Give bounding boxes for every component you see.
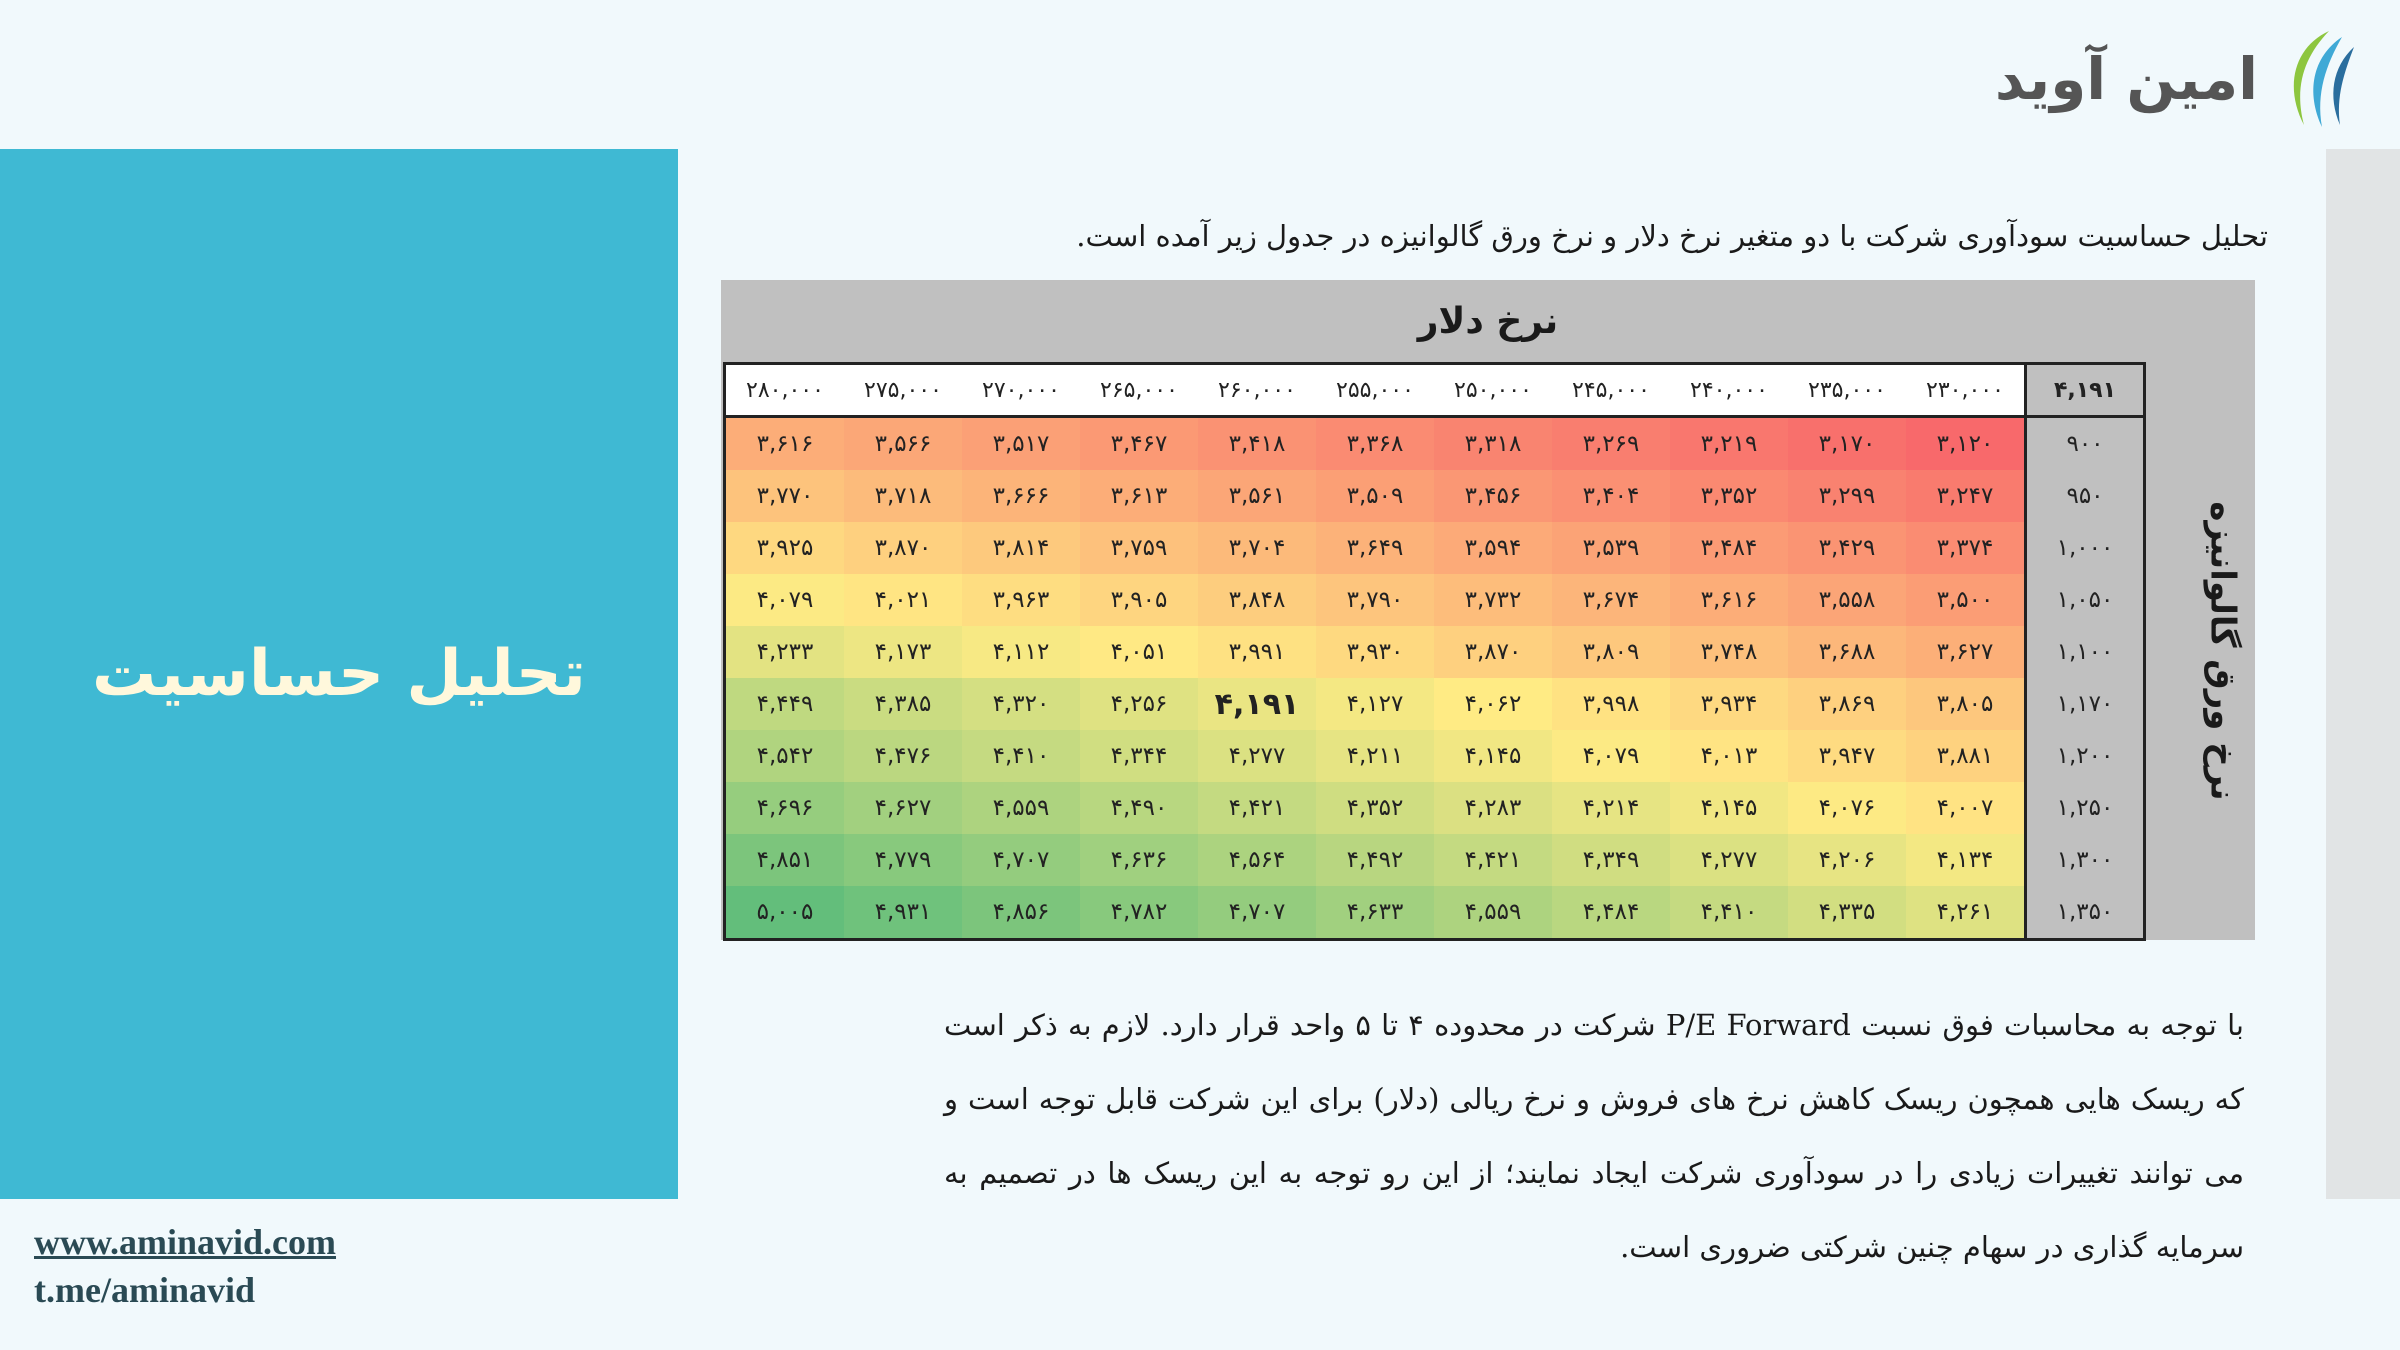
pe-value-cell: ۳,۵۰۰ [1906, 574, 2026, 626]
pe-value-cell: ۳,۶۲۷ [1906, 626, 2026, 678]
dollar-rate-header: ۲۸۰,۰۰۰ [725, 364, 845, 417]
pe-value-cell: ۳,۴۵۶ [1434, 470, 1552, 522]
dollar-rate-header: ۲۶۰,۰۰۰ [1198, 364, 1316, 417]
pe-value-cell: ۴,۰۲۱ [844, 574, 962, 626]
table-row [725, 574, 2145, 626]
pe-value-cell: ۴,۰۶۲ [1434, 678, 1552, 730]
pe-value-cell: ۴,۶۹۶ [725, 782, 845, 834]
intro-text: تحلیل حساسیت سودآوری شرکت با دو متغیر نرخ دلار و نرخ ورق گالوانیزه در جدول زیر آمده است. [1076, 219, 2268, 253]
table-row [725, 522, 2145, 574]
pe-value-cell: ۳,۴۶۷ [1080, 417, 1198, 471]
pe-value-cell: ۳,۹۹۸ [1552, 678, 1670, 730]
pe-value-cell: ۳,۵۶۶ [844, 417, 962, 471]
pe-value-cell: ۳,۸۴۸ [1198, 574, 1316, 626]
table-row [725, 470, 2145, 522]
table-row [725, 417, 2145, 471]
pe-value-cell: ۴,۲۵۶ [1080, 678, 1198, 730]
base-value-cell: ۴,۱۹۱ [2026, 364, 2145, 417]
pe-value-cell: ۴,۴۸۴ [1552, 886, 1670, 940]
dollar-rate-header: ۲۵۵,۰۰۰ [1316, 364, 1434, 417]
pe-value-cell: ۴,۰۰۷ [1906, 782, 2026, 834]
pe-value-cell: ۳,۷۳۲ [1434, 574, 1552, 626]
row-axis-title: نرخ ورق گالوانیزه [2203, 501, 2243, 801]
pe-value-cell: ۳,۳۵۲ [1670, 470, 1788, 522]
table-row [725, 678, 2145, 730]
pe-value-cell: ۳,۷۴۸ [1670, 626, 1788, 678]
pe-value-cell: ۳,۸۰۹ [1552, 626, 1670, 678]
pe-value-cell: ۳,۷۰۴ [1198, 522, 1316, 574]
pe-value-cell: ۳,۵۳۹ [1552, 522, 1670, 574]
pe-value-cell: ۴,۷۸۲ [1080, 886, 1198, 940]
sheet-rate-header: ۱,۰۰۰ [2026, 522, 2145, 574]
sheet-rate-header: ۱,۲۰۰ [2026, 730, 2145, 782]
pe-value-cell: ۳,۲۴۷ [1906, 470, 2026, 522]
title-panel [0, 149, 678, 1199]
pe-value-cell: ۴,۷۷۹ [844, 834, 962, 886]
pe-value-cell: ۴,۶۲۷ [844, 782, 962, 834]
pe-value-cell: ۳,۴۱۸ [1198, 417, 1316, 471]
pe-value-cell: ۳,۴۲۹ [1788, 522, 1906, 574]
dollar-rate-header: ۲۷۵,۰۰۰ [844, 364, 962, 417]
dollar-rate-header: ۲۵۰,۰۰۰ [1434, 364, 1552, 417]
pe-value-cell: ۳,۳۱۸ [1434, 417, 1552, 471]
sheet-rate-header: ۱,۳۰۰ [2026, 834, 2145, 886]
pe-value-cell: ۴,۸۵۶ [962, 886, 1080, 940]
pe-value-cell: ۴,۱۱۲ [962, 626, 1080, 678]
pe-value-cell: ۴,۰۷۹ [1552, 730, 1670, 782]
slide-title: تحلیل حساسیت [92, 637, 586, 711]
pe-value-cell: ۳,۲۹۹ [1788, 470, 1906, 522]
pe-value-cell: ۳,۲۱۹ [1670, 417, 1788, 471]
pe-value-cell: ۳,۵۹۴ [1434, 522, 1552, 574]
sensitivity-table-frame [721, 280, 2255, 940]
row-axis-title-wrap [2191, 362, 2255, 940]
pe-value-cell: ۴,۱۲۷ [1316, 678, 1434, 730]
pe-value-cell: ۳,۸۰۵ [1906, 678, 2026, 730]
pe-value-cell: ۴,۴۱۰ [1670, 886, 1788, 940]
pe-value-cell: ۳,۸۱۴ [962, 522, 1080, 574]
pe-value-cell: ۳,۶۱۶ [1670, 574, 1788, 626]
conclusion-text: با توجه به محاسبات فوق نسبت P/E Forward شرکت در محدوده ۴ تا ۵ واحد قرار دارد. لازم به ذکر است که ریسک هایی همچون ریسک کاهش نرخ های فروش و نرخ ریالی (دلار) برای این شرکت قابل توجه است و می توانند تغییرات زیادی را در سودآوری شرکت ایجاد نمایند؛ از این رو توجه به این ریسک ها در تصمیم به سرمایه گذاری در سهام چنین شرکتی ضروری است. [944, 1008, 2244, 1264]
pe-value-cell: ۳,۵۱۷ [962, 417, 1080, 471]
sensitivity-table [723, 362, 2146, 941]
pe-value-cell: ۴,۷۰۷ [1198, 886, 1316, 940]
pe-value-cell: ۳,۸۷۰ [844, 522, 962, 574]
pe-value-cell: ۴,۲۶۱ [1906, 886, 2026, 940]
pe-value-cell: ۳,۳۷۴ [1906, 522, 2026, 574]
sheet-rate-header: ۱,۱۰۰ [2026, 626, 2145, 678]
pe-value-cell: ۳,۱۷۰ [1788, 417, 1906, 471]
pe-value-cell: ۳,۸۸۱ [1906, 730, 2026, 782]
pe-value-cell: ۳,۹۲۵ [725, 522, 845, 574]
pe-value-cell: ۴,۵۵۹ [962, 782, 1080, 834]
sheet-rate-header: ۱,۳۵۰ [2026, 886, 2145, 940]
pe-value-cell: ۴,۴۲۱ [1434, 834, 1552, 886]
telegram-link[interactable]: t.me/aminavid [34, 1270, 255, 1310]
pe-value-cell: ۴,۴۱۰ [962, 730, 1080, 782]
brand-logo [1995, 24, 2364, 134]
pe-value-cell: ۴,۵۵۹ [1434, 886, 1552, 940]
dollar-rate-header: ۲۳۰,۰۰۰ [1906, 364, 2026, 417]
pe-value-cell: ۳,۳۶۸ [1316, 417, 1434, 471]
sheet-rate-header: ۹۰۰ [2026, 417, 2145, 471]
sheet-rate-header: ۹۵۰ [2026, 470, 2145, 522]
pe-value-cell: ۴,۰۷۶ [1788, 782, 1906, 834]
side-bar [2326, 149, 2400, 1199]
pe-value-cell: ۴,۴۴۹ [725, 678, 845, 730]
pe-value-cell: ۴,۳۸۵ [844, 678, 962, 730]
dollar-rate-header: ۲۳۵,۰۰۰ [1788, 364, 1906, 417]
table-row [725, 626, 2145, 678]
pe-value-cell: ۴,۳۳۵ [1788, 886, 1906, 940]
dollar-rate-header: ۲۶۵,۰۰۰ [1080, 364, 1198, 417]
table-row [725, 782, 2145, 834]
pe-value-cell: ۴,۸۵۱ [725, 834, 845, 886]
pe-value-cell: ۴,۱۷۳ [844, 626, 962, 678]
pe-value-cell: ۴,۱۳۴ [1906, 834, 2026, 886]
table-row [725, 730, 2145, 782]
pe-value-cell: ۳,۹۶۳ [962, 574, 1080, 626]
pe-value-cell: ۳,۶۷۴ [1552, 574, 1670, 626]
pe-value-cell: ۴,۴۷۶ [844, 730, 962, 782]
pe-value-cell: ۳,۹۴۷ [1788, 730, 1906, 782]
pe-value-cell: ۳,۹۰۵ [1080, 574, 1198, 626]
pe-value-cell: ۴,۲۷۷ [1670, 834, 1788, 886]
brand-name: امین آوید [1994, 45, 2258, 113]
pe-value-cell: ۴,۲۱۴ [1552, 782, 1670, 834]
pe-value-cell: ۳,۵۶۱ [1198, 470, 1316, 522]
pe-value-cell: ۴,۰۵۱ [1080, 626, 1198, 678]
pe-value-cell: ۴,۲۰۶ [1788, 834, 1906, 886]
brand-mark-icon [2274, 27, 2364, 131]
pe-value-cell: ۴,۲۸۳ [1434, 782, 1552, 834]
pe-value-cell: ۴,۳۵۲ [1316, 782, 1434, 834]
pe-value-cell: ۳,۴۰۴ [1552, 470, 1670, 522]
pe-value-cell: ۴,۱۴۵ [1670, 782, 1788, 834]
website-link[interactable]: www.aminavid.com [34, 1222, 337, 1262]
pe-value-cell: ۳,۶۸۸ [1788, 626, 1906, 678]
pe-value-cell: ۳,۵۰۹ [1316, 470, 1434, 522]
pe-value-cell: ۳,۵۵۸ [1788, 574, 1906, 626]
table-header-row [725, 364, 2145, 417]
table-row [725, 886, 2145, 940]
sheet-rate-header: ۱,۰۵۰ [2026, 574, 2145, 626]
footer-links [34, 1218, 336, 1314]
pe-value-cell: ۴,۴۹۰ [1080, 782, 1198, 834]
table-row [725, 834, 2145, 886]
pe-value-cell: ۳,۷۹۰ [1316, 574, 1434, 626]
pe-value-cell: ۴,۷۰۷ [962, 834, 1080, 886]
pe-value-cell: ۴,۳۴۴ [1080, 730, 1198, 782]
dollar-rate-header: ۲۴۰,۰۰۰ [1670, 364, 1788, 417]
pe-value-cell: ۴,۴۲۱ [1198, 782, 1316, 834]
pe-value-cell: ۴,۲۳۳ [725, 626, 845, 678]
pe-value-cell: ۳,۶۶۶ [962, 470, 1080, 522]
pe-value-cell: ۴,۵۴۲ [725, 730, 845, 782]
pe-value-cell: ۳,۲۶۹ [1552, 417, 1670, 471]
pe-value-cell: ۳,۷۷۰ [725, 470, 845, 522]
pe-value-cell: ۳,۷۱۸ [844, 470, 962, 522]
pe-value-cell: ۳,۶۱۳ [1080, 470, 1198, 522]
pe-value-cell: ۴,۱۴۵ [1434, 730, 1552, 782]
pe-value-cell: ۳,۸۷۰ [1434, 626, 1552, 678]
pe-value-cell: ۳,۸۶۹ [1788, 678, 1906, 730]
pe-value-cell: ۴,۹۳۱ [844, 886, 962, 940]
sheet-rate-header: ۱,۲۵۰ [2026, 782, 2145, 834]
pe-value-cell: ۴,۲۱۱ [1316, 730, 1434, 782]
pe-value-cell: ۴,۶۳۳ [1316, 886, 1434, 940]
sheet-rate-header: ۱,۱۷۰ [2026, 678, 2145, 730]
pe-value-cell: ۳,۹۳۴ [1670, 678, 1788, 730]
pe-value-cell: ۳,۶۴۹ [1316, 522, 1434, 574]
pe-value-cell: ۴,۱۹۱ [1198, 678, 1316, 730]
pe-value-cell: ۳,۹۳۰ [1316, 626, 1434, 678]
pe-value-cell: ۳,۷۵۹ [1080, 522, 1198, 574]
column-axis-title: نرخ دلار [1417, 300, 1559, 342]
pe-value-cell: ۴,۵۶۴ [1198, 834, 1316, 886]
dollar-rate-header: ۲۴۵,۰۰۰ [1552, 364, 1670, 417]
pe-value-cell: ۴,۲۷۷ [1198, 730, 1316, 782]
pe-value-cell: ۳,۹۹۱ [1198, 626, 1316, 678]
pe-value-cell: ۴,۰۱۳ [1670, 730, 1788, 782]
pe-value-cell: ۴,۶۳۶ [1080, 834, 1198, 886]
pe-value-cell: ۴,۴۹۲ [1316, 834, 1434, 886]
pe-value-cell: ۴,۳۴۹ [1552, 834, 1670, 886]
pe-value-cell: ۳,۱۲۰ [1906, 417, 2026, 471]
pe-value-cell: ۴,۰۷۹ [725, 574, 845, 626]
pe-value-cell: ۴,۳۲۰ [962, 678, 1080, 730]
pe-value-cell: ۵,۰۰۵ [725, 886, 845, 940]
pe-value-cell: ۳,۶۱۶ [725, 417, 845, 471]
dollar-rate-header: ۲۷۰,۰۰۰ [962, 364, 1080, 417]
pe-value-cell: ۳,۴۸۴ [1670, 522, 1788, 574]
